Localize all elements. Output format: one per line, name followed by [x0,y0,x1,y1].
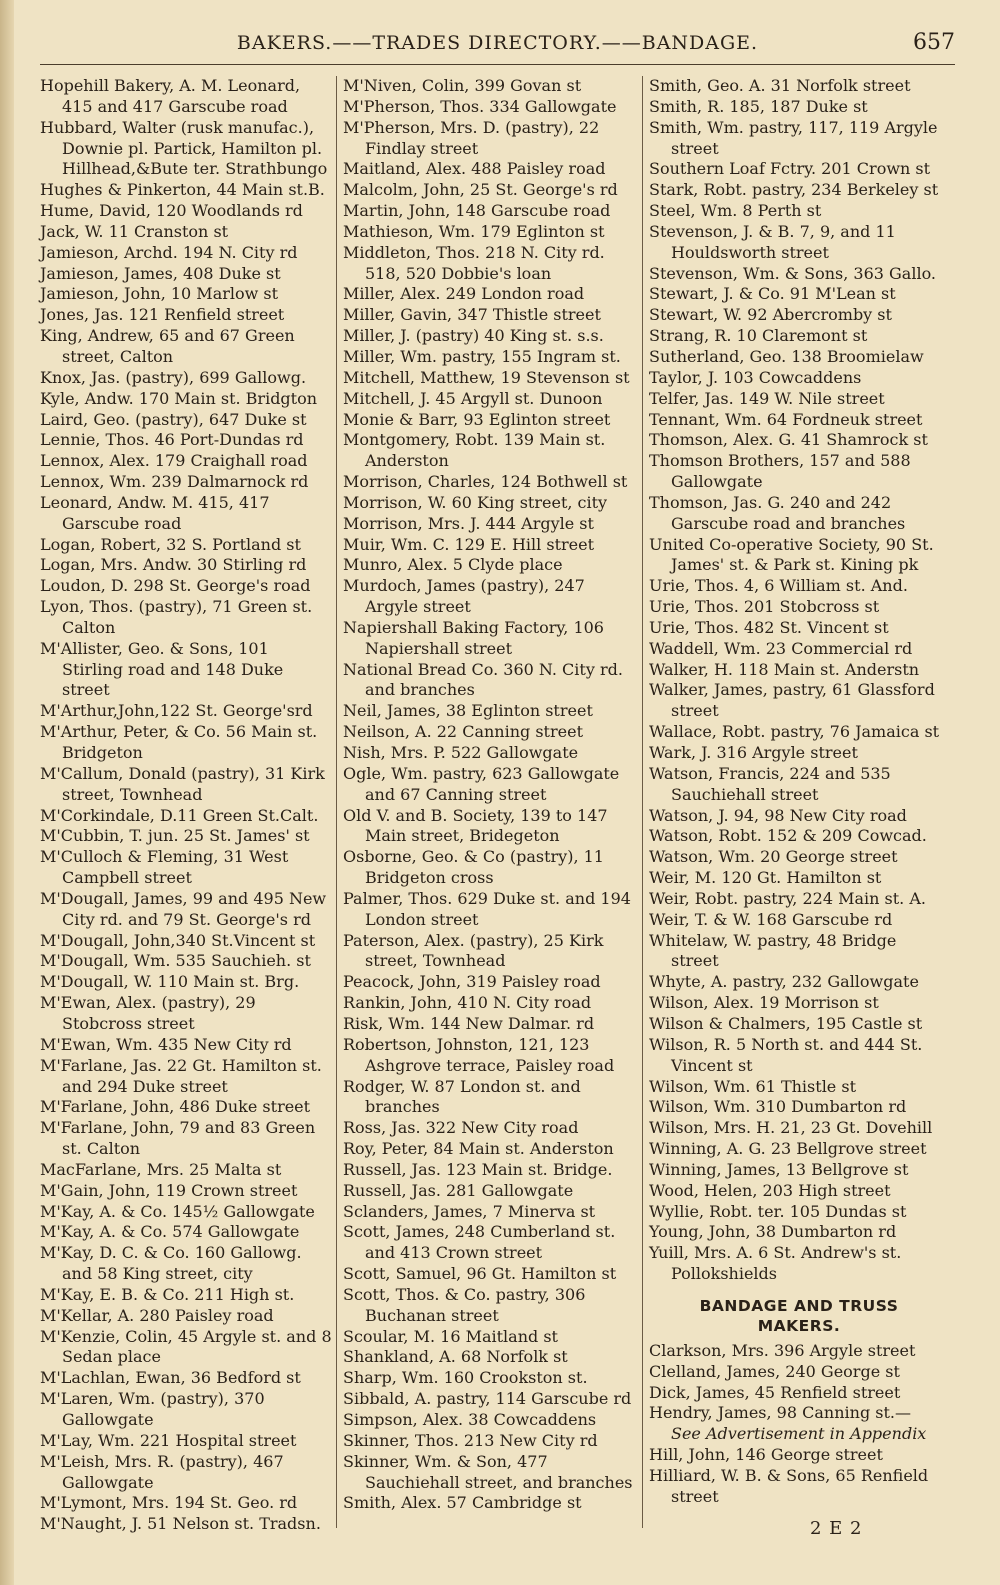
directory-entry: Old V. and B. Society, 139 to 147 Main street, Bridegeton [343,805,608,846]
bandage-entries [649,1341,949,1508]
directory-entry: M'Arthur, Peter, & Co. 56 Main st. Bridgeton [40,722,318,762]
directory-entry: M'Kay, A. & Co. 574 Gallowgate [40,1222,300,1242]
directory-entry: Wilson, Wm. 61 Thistle st [649,1076,856,1096]
directory-entry: M'Kay, D. C. & Co. 160 Gallowg. and 58 King street, city [40,1243,302,1284]
directory-entry: Wark, J. 316 Argyle street [649,743,858,762]
directory-entry: M'Allister, Geo. & Sons, 101 Stirling road and 148 Duke street [40,638,284,700]
directory-entry: M'Farlane, Jas. 22 Gt. Hamilton st. and 294 Duke street [40,1055,322,1096]
header-rule [40,64,955,65]
directory-entry: Robertson, Johnston, 121, 123 Ashgrove terrace, Paisley road [343,1034,615,1075]
directory-entry: Smith, Wm. pastry, 117, 119 Argyle street [649,117,938,158]
directory-entry: M'Arthur,John,122 St. George'srd [40,701,313,721]
directory-entry: Southern Loaf Fctry. 201 Crown st [649,159,931,179]
directory-entry: M'Laren, Wm. (pastry), 370 Gallowgate [40,1389,265,1429]
directory-entry: Kyle, Andw. 170 Main st. Bridgton [40,388,318,408]
directory-entry: Nish, Mrs. P. 522 Gallowgate [343,743,579,762]
directory-entry: Watson, J. 94, 98 New City road [649,805,907,825]
directory-entry: M'Callum, Donald (pastry), 31 Kirk street, Townhead [40,763,325,804]
directory-entry: Loudon, D. 298 St. George's road [40,576,311,596]
directory-entry: M'Dougall, Wm. 535 Sauchieh. st [40,951,311,971]
directory-entry: Peacock, John, 319 Paisley road [343,972,601,992]
directory-entry: Morrison, Charles, 124 Bothwell st [343,472,628,492]
directory-entry: M'Ewan, Wm. 435 New City rd [40,1034,292,1054]
directory-entry: Urie, Thos. 201 Stobcross st [649,597,880,617]
directory-entry: Stark, Robt. pastry, 234 Berkeley st [649,180,939,200]
directory-entry: M'Culloch & Fleming, 31 West Campbell street [40,847,289,888]
directory-entry: M'Farlane, John, 486 Duke street [40,1097,311,1117]
page-number: 657 [913,30,955,55]
directory-entry: Wilson & Chalmers, 195 Castle st [649,1013,923,1033]
directory-entry: King, Andrew, 65 and 67 Green street, Calton [40,326,295,366]
directory-entry: Clelland, James, 240 George st [649,1361,900,1381]
directory-entry: Simpson, Alex. 38 Cowcaddens [343,1410,597,1429]
directory-entry: Skinner, Wm. & Son, 477 Sauchiehall street, and branches [343,1451,633,1492]
directory-entry: Wallace, Robt. pastry, 76 Jamaica st [649,722,940,742]
directory-column-3 [649,76,949,1508]
directory-entry: M'Leish, Mrs. R. (pastry), 467 Gallowgate [40,1451,284,1492]
directory-entry: United Co-operative Society, 90 St. James' st. & Park st. Kining pk [649,534,934,575]
directory-entry: Murdoch, James (pastry), 247 Argyle street [343,576,585,617]
directory-entry: Paterson, Alex. (pastry), 25 Kirk street, Townhead [343,930,604,971]
directory-entry: Muir, Wm. C. 129 E. Hill street [343,534,595,554]
directory-entry: Leonard, Andw. M. 415, 417 Garscube road [40,492,270,533]
section-heading-line-2: MAKERS. [757,1316,841,1335]
directory-entry: Watson, Robt. 152 & 209 Cowcad. [649,826,927,846]
directory-entry: Jack, W. 11 Cranston st [40,221,229,241]
directory-entry: M'Dougall, John,340 St.Vincent st [40,930,316,950]
directory-entry: Ross, Jas. 322 New City road [343,1118,579,1138]
directory-column-1 [40,76,332,1535]
directory-entry: Hopehill Bakery, A. M. Leonard, 415 and 417 Garscube road [40,76,301,116]
directory-entry: Hume, David, 120 Woodlands rd [40,201,303,221]
directory-column-2 [343,76,635,1514]
directory-entry: Mitchell, J. 45 Argyll st. Dunoon [343,388,603,408]
directory-entry: Weir, M. 120 Gt. Hamilton st [649,868,882,888]
directory-entry: M'Kenzie, Colin, 45 Argyle st. and 8 Sedan place [40,1326,332,1367]
directory-entry: See Advertisement in Appendix [671,1424,927,1444]
directory-entry: Clarkson, Mrs. 396 Argyle street [649,1340,916,1360]
directory-entry: Monie & Barr, 93 Eglinton street [343,409,611,429]
directory-entry: Napiershall Baking Factory, 106 Napiershall street [343,617,604,658]
directory-entry: Morrison, W. 60 King street, city [343,492,608,512]
directory-entry: Stewart, W. 92 Abercromby st [649,305,892,325]
directory-entry: Hilliard, W. B. & Sons, 65 Renfield street [649,1466,929,1506]
directory-entry: Smith, R. 185, 187 Duke st [649,96,868,116]
directory-entry: M'Pherson, Thos. 334 Gallowgate [343,96,617,116]
directory-entry: Mathieson, Wm. 179 Eglinton st [343,221,605,241]
directory-entry: M'Kellar, A. 280 Paisley road [40,1305,274,1325]
directory-entry: Yuill, Mrs. A. 6 St. Andrew's st. Pollokshields [649,1243,902,1284]
directory-entry: Thomson Brothers, 157 and 588 Gallowgate [649,451,911,492]
directory-entry: Weir, T. & W. 168 Garscube rd [649,909,893,929]
directory-entry: Wilson, Mrs. H. 21, 23 Gt. Dovehill [649,1118,933,1138]
directory-entry: M'Naught, J. 51 Nelson st. Tradsn. [40,1514,321,1534]
directory-entry: MacFarlane, Mrs. 25 Malta st [40,1159,282,1179]
section-heading-line-1: BANDAGE AND TRUSS [699,1296,899,1315]
directory-entry: Russell, Jas. 123 Main st. Bridge. [343,1159,613,1179]
directory-entry: Maitland, Alex. 488 Paisley road [343,159,606,179]
directory-entry: M'Gain, John, 119 Crown street [40,1180,298,1200]
directory-entry: Palmer, Thos. 629 Duke st. and 194 London street [343,888,631,929]
directory-entry: Jamieson, Archd. 194 N. City rd [40,242,298,262]
directory-entry: Neil, James, 38 Eglinton street [343,701,593,721]
directory-entry: M'Lachlan, Ewan, 36 Bedford st [40,1368,301,1388]
directory-entry: Scott, Samuel, 96 Gt. Hamilton st [343,1264,617,1284]
page-edge [0,0,14,1585]
directory-entry: Logan, Mrs. Andw. 30 Stirling rd [40,555,307,575]
directory-entry: Martin, John, 148 Garscube road [343,201,611,221]
directory-entry: M'Lay, Wm. 221 Hospital street [40,1430,297,1450]
directory-entry: Walker, James, pastry, 61 Glassford street [649,680,935,721]
directory-entry: Lyon, Thos. (pastry), 71 Green st. Calton [40,597,313,637]
directory-entry: Osborne, Geo. & Co (pastry), 11 Bridgeton cross [343,847,604,888]
directory-entry: Scoular, M. 16 Maitland st [343,1326,558,1346]
directory-entry: Walker, H. 118 Main st. Anderstn [649,659,920,679]
directory-entry: Malcolm, John, 25 St. George's rd [343,180,618,200]
directory-entry: Wilson, Wm. 310 Dumbarton rd [649,1097,907,1117]
directory-entry: M'Kay, E. B. & Co. 211 High st. [40,1284,295,1304]
directory-entry: Urie, Thos. 4, 6 William st. And. [649,576,908,596]
directory-entry: Tennant, Wm. 64 Fordneuk street [649,409,923,429]
directory-entry: Whyte, A. pastry, 232 Gallowgate [649,972,919,992]
directory-entry: Lennie, Thos. 46 Port-Dundas rd [40,430,304,450]
directory-entry: Hill, John, 146 George street [649,1445,883,1465]
directory-entry: Scott, Thos. & Co. pastry, 306 Buchanan street [343,1284,586,1325]
directory-entry: Stewart, J. & Co. 91 M'Lean st [649,284,896,304]
directory-entry: M'Farlane, John, 79 and 83 Green st. Calton [40,1118,316,1159]
directory-entry: M'Ewan, Alex. (pastry), 29 Stobcross street [40,993,256,1033]
directory-entry: Sutherland, Geo. 138 Broomielaw [649,346,924,366]
directory-entry: Winning, A. G. 23 Bellgrove street [649,1139,927,1159]
directory-entry: Roy, Peter, 84 Main st. Anderston [343,1139,614,1159]
directory-entry: Jones, Jas. 121 Renfield street [40,305,285,325]
directory-entry: M'Corkindale, D.11 Green St.Calt. [40,805,319,825]
page-header [40,32,955,64]
directory-entry: Dick, James, 45 Renfield street [649,1382,901,1402]
directory-entry: Sharp, Wm. 160 Crookston st. [343,1368,588,1388]
section-heading [649,1296,949,1336]
directory-entry: Sibbald, A. pastry, 114 Garscube rd [343,1389,632,1409]
directory-entry: Whitelaw, W. pastry, 48 Bridge street [649,930,897,971]
directory-entry: M'Dougall, James, 99 and 495 New City rd. and 79 St. George's rd [40,888,327,929]
directory-entry: Munro, Alex. 5 Clyde place [343,555,563,575]
directory-entry: Wilson, Alex. 19 Morrison st [649,993,879,1013]
directory-entry: Watson, Wm. 20 George street [649,847,898,867]
directory-entry: M'Niven, Colin, 399 Govan st [343,76,582,95]
directory-entry: Hendry, James, 98 Canning st.— [649,1403,911,1423]
directory-entry: Thomson, Alex. G. 41 Shamrock st [649,430,928,450]
directory-entry: Watson, Francis, 224 and 535 Sauchiehall street [649,763,891,804]
directory-entry: Risk, Wm. 144 New Dalmar. rd [343,1013,595,1033]
directory-entry: Smith, Alex. 57 Cambridge st [343,1493,582,1513]
directory-entry: Telfer, Jas. 149 W. Nile street [649,388,885,408]
directory-entry: Miller, Alex. 249 London road [343,284,585,304]
directory-entry: Winning, James, 13 Bellgrove st [649,1159,909,1179]
directory-entry: Skinner, Thos. 213 New City rd [343,1430,598,1450]
signature-mark: 2 E 2 [810,1518,863,1539]
directory-entry: Montgomery, Robt. 139 Main st. Anderston [343,430,606,471]
directory-entry: Young, John, 38 Dumbarton rd [649,1222,897,1242]
directory-entry: Wilson, R. 5 North st. and 444 St. Vincent st [649,1034,923,1075]
directory-entry: Hughes & Pinkerton, 44 Main st.B. [40,180,325,200]
directory-entry: Taylor, J. 103 Cowcaddens [649,367,862,387]
directory-entry: Strang, R. 10 Claremont st [649,326,868,346]
bakers-entries-continued [649,76,949,1285]
directory-entry: Morrison, Mrs. J. 444 Argyle st [343,513,594,533]
directory-entry: Neilson, A. 22 Canning street [343,722,583,742]
directory-entry: Wyllie, Robt. ter. 105 Dundas st [649,1201,907,1221]
directory-entry: Russell, Jas. 281 Gallowgate [343,1180,574,1200]
directory-entry: Middleton, Thos. 218 N. City rd. 518, 520 Dobbie's loan [343,242,605,283]
directory-entry: Lennox, Alex. 179 Craighall road [40,451,308,471]
directory-entry: Laird, Geo. (pastry), 647 Duke st [40,409,307,429]
directory-entry: Rankin, John, 410 N. City road [343,993,592,1013]
directory-entry: Urie, Thos. 482 St. Vincent st [649,617,889,637]
directory-entry: Weir, Robt. pastry, 224 Main st. A. [649,888,926,908]
directory-entry: Shankland, A. 68 Norfolk st [343,1347,568,1367]
directory-entry: M'Cubbin, T. jun. 25 St. James' st [40,826,310,846]
directory-entry: Jamieson, James, 408 Duke st [40,263,281,283]
directory-entry: Jamieson, John, 10 Marlow st [40,284,279,304]
column-divider [336,76,337,1528]
directory-entry: Stevenson, Wm. & Sons, 363 Gallo. [649,263,937,283]
directory-entry: M'Pherson, Mrs. D. (pastry), 22 Findlay street [343,117,600,158]
directory-entry: Smith, Geo. A. 31 Norfolk street [649,76,911,95]
directory-entry: Ogle, Wm. pastry, 623 Gallowgate and 67 Canning street [343,763,620,804]
directory-entry: M'Dougall, W. 110 Main st. Brg. [40,972,300,992]
column-divider [642,76,643,1528]
directory-entry: Stevenson, J. & B. 7, 9, and 11 Houldsworth street [649,221,896,262]
directory-entry: Hubbard, Walter (rusk manufac.), Downie pl. Partick, Hamilton pl. Hillhead,&Bute ter. Strathbungo [40,117,328,179]
directory-entry: Thomson, Jas. G. 240 and 242 Garscube road and branches [649,492,906,533]
directory-entry: Mitchell, Matthew, 19 Stevenson st [343,367,630,387]
directory-entry: Logan, Robert, 32 S. Portland st [40,534,301,554]
directory-entry: Wood, Helen, 203 High street [649,1180,891,1200]
directory-entry: Knox, Jas. (pastry), 699 Gallowg. [40,367,307,387]
directory-entry: Steel, Wm. 8 Perth st [649,201,822,221]
directory-entry: M'Lymont, Mrs. 194 St. Geo. rd [40,1493,298,1513]
directory-entry: Waddell, Wm. 23 Commercial rd [649,638,913,658]
directory-entry: National Bread Co. 360 N. City rd. and branches [343,659,623,700]
directory-entry: Miller, Wm. pastry, 155 Ingram st. [343,346,621,366]
directory-entry: M'Kay, A. & Co. 145½ Gallowgate [40,1201,315,1221]
directory-entry: Miller, Gavin, 347 Thistle street [343,305,601,325]
directory-entry: Scott, James, 248 Cumberland st. and 413 Crown street [343,1222,616,1263]
directory-entry: Rodger, W. 87 London st. and branches [343,1076,581,1117]
running-head: BAKERS.——TRADES DIRECTORY.——BANDAGE. [236,32,759,54]
directory-entry: Lennox, Wm. 239 Dalmarnock rd [40,472,309,492]
directory-entry: Sclanders, James, 7 Minerva st [343,1201,596,1221]
directory-entry: Miller, J. (pastry) 40 King st. s.s. [343,326,604,346]
